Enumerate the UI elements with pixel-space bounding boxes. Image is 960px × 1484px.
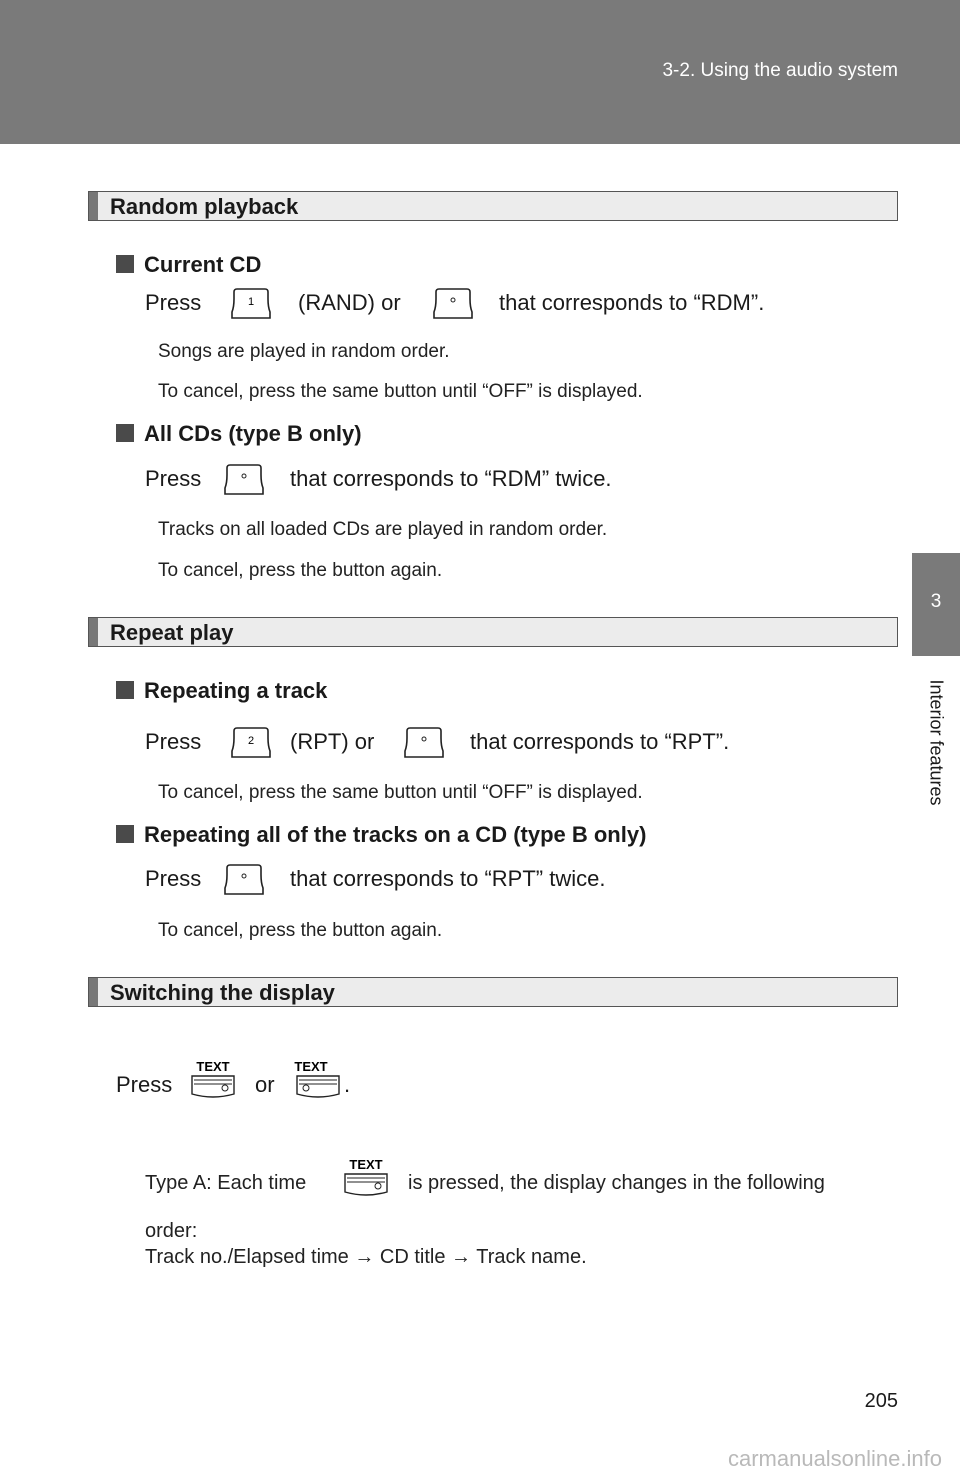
press-label: Press	[145, 729, 202, 754]
press-label: Press	[145, 290, 202, 315]
subheading-repeating-all: Repeating all of the tracks on a CD (type B only)	[116, 822, 646, 848]
section-title: Switching the display	[110, 980, 335, 1005]
text-button-type-b-icon	[294, 1058, 342, 1102]
section-title: Random playback	[110, 194, 299, 219]
square-bullet-icon	[116, 825, 134, 843]
subheading-all-cds: All CDs (type B only)	[116, 421, 362, 447]
note-cancel-again: To cancel, press the button again.	[158, 560, 443, 581]
svg-text:TEXT: TEXT	[294, 1059, 328, 1074]
order-label: order:	[145, 1220, 198, 1242]
chapter-tab	[912, 553, 960, 656]
preset-2-button-icon	[230, 726, 272, 760]
rpt-or-label: (RPT) or	[290, 729, 375, 754]
period: .	[344, 1072, 351, 1097]
note-cancel-again: To cancel, press the button again.	[158, 920, 443, 941]
section-random-playback	[88, 191, 898, 221]
press-label: Press	[145, 466, 202, 491]
context-button-icon	[223, 863, 265, 897]
text-button-type-a-icon	[342, 1156, 390, 1200]
svg-text:2: 2	[247, 735, 255, 747]
text-button-type-a-icon	[189, 1058, 237, 1102]
svg-text:TEXT: TEXT	[349, 1157, 383, 1172]
watermark: carmanualsonline.info	[727, 1446, 942, 1471]
chapter-label-text: Interior features	[926, 679, 947, 806]
context-button-icon	[432, 287, 474, 321]
subheading-repeating-track: Repeating a track	[116, 678, 327, 704]
chapter-label	[910, 660, 960, 825]
type-a-suffix: is pressed, the display changes in the following	[408, 1172, 825, 1194]
note-all-loaded: Tracks on all loaded CDs are played in random order.	[158, 519, 608, 540]
note-cancel: To cancel, press the same button until “OFF” is displayed.	[158, 782, 643, 803]
section-repeat-play	[88, 617, 898, 647]
svg-text:TEXT: TEXT	[196, 1059, 230, 1074]
type-a-prefix: Type A: Each time	[145, 1172, 307, 1194]
section-switching-display	[88, 977, 898, 1007]
square-bullet-icon	[116, 424, 134, 442]
section-title: Repeat play	[110, 620, 234, 645]
corresponds-label: that corresponds to “RDM”.	[499, 290, 765, 315]
preset-1-button-icon	[230, 287, 272, 321]
press-label: Press	[116, 1072, 173, 1097]
or-label: or	[255, 1072, 275, 1097]
page-number: 205	[864, 1390, 898, 1412]
chapter-number: 3	[930, 591, 942, 612]
header-section-title: 3-2. Using the audio system	[662, 60, 898, 81]
square-bullet-icon	[116, 255, 134, 273]
note-cancel: To cancel, press the same button until “OFF” is displayed.	[158, 381, 643, 402]
rand-or-label: (RAND) or	[298, 290, 401, 315]
corresponds-rpt-twice-label: that corresponds to “RPT” twice.	[290, 866, 606, 891]
svg-text:1: 1	[247, 296, 255, 308]
display-sequence: Track no./Elapsed time → CD title → Track name.	[145, 1246, 587, 1268]
press-label: Press	[145, 866, 202, 891]
context-button-icon	[403, 726, 445, 760]
note-random-order: Songs are played in random order.	[158, 341, 450, 362]
subheading-current-cd: Current CD	[116, 252, 261, 278]
corresponds-twice-label: that corresponds to “RDM” twice.	[290, 466, 612, 491]
header-band	[0, 0, 960, 144]
corresponds-rpt-label: that corresponds to “RPT”.	[470, 729, 730, 754]
context-button-icon	[223, 463, 265, 497]
square-bullet-icon	[116, 681, 134, 699]
